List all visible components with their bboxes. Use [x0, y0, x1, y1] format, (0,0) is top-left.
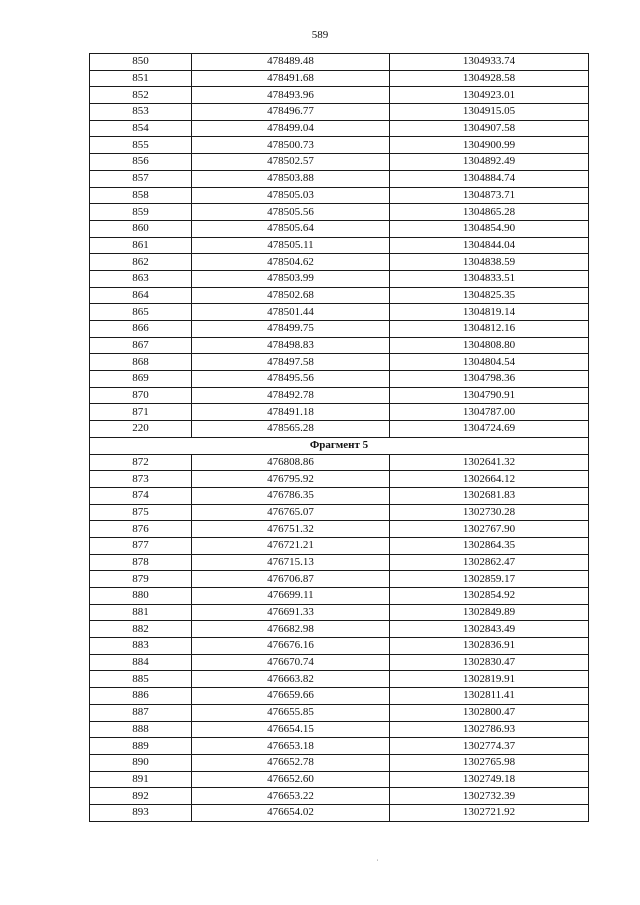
table-row — [90, 771, 589, 788]
y-coordinate-cell: 1302749.18 — [390, 771, 589, 788]
x-coordinate-cell: 478498.83 — [192, 337, 390, 354]
y-coordinate-cell: 1304933.74 — [390, 54, 589, 71]
y-coordinate-cell: 1304900.99 — [390, 137, 589, 154]
point-number-cell: 868 — [90, 354, 192, 371]
y-coordinate-cell: 1302641.32 — [390, 454, 589, 471]
table-row — [90, 170, 589, 187]
y-coordinate-cell: 1304838.59 — [390, 254, 589, 271]
y-coordinate-cell: 1302864.35 — [390, 537, 589, 554]
fragment-header-row — [90, 437, 589, 454]
point-number-cell: 888 — [90, 721, 192, 738]
y-coordinate-cell: 1302849.89 — [390, 604, 589, 621]
point-number-cell: 857 — [90, 170, 192, 187]
table-row — [90, 487, 589, 504]
y-coordinate-cell: 1302786.93 — [390, 721, 589, 738]
x-coordinate-cell: 476691.33 — [192, 604, 390, 621]
y-coordinate-cell: 1304825.35 — [390, 287, 589, 304]
point-number-cell: 867 — [90, 337, 192, 354]
x-coordinate-cell: 478505.56 — [192, 204, 390, 221]
y-coordinate-cell: 1302765.98 — [390, 754, 589, 771]
point-number-cell: 871 — [90, 404, 192, 421]
point-number-cell: 851 — [90, 70, 192, 87]
x-coordinate-cell: 478500.73 — [192, 137, 390, 154]
x-coordinate-cell: 476670.74 — [192, 654, 390, 671]
x-coordinate-cell: 476676.16 — [192, 638, 390, 655]
page-number: 589 — [311, 29, 329, 41]
y-coordinate-cell: 1304724.69 — [390, 421, 589, 438]
table-row — [90, 254, 589, 271]
point-number-cell: 872 — [90, 454, 192, 471]
y-coordinate-cell: 1302800.47 — [390, 704, 589, 721]
point-number-cell: 883 — [90, 638, 192, 655]
table-row — [90, 104, 589, 121]
table-row — [90, 387, 589, 404]
footer-mark: ˙ — [376, 858, 379, 867]
x-coordinate-cell: 478491.18 — [192, 404, 390, 421]
point-number-cell: 858 — [90, 187, 192, 204]
table-row — [90, 371, 589, 388]
x-coordinate-cell: 476808.86 — [192, 454, 390, 471]
x-coordinate-cell: 476682.98 — [192, 621, 390, 638]
x-coordinate-cell: 478502.57 — [192, 154, 390, 171]
table-row — [90, 137, 589, 154]
table-row — [90, 270, 589, 287]
y-coordinate-cell: 1302862.47 — [390, 554, 589, 571]
table-row — [90, 154, 589, 171]
y-coordinate-cell: 1302859.17 — [390, 571, 589, 588]
point-number-cell: 875 — [90, 504, 192, 521]
table-row — [90, 604, 589, 621]
y-coordinate-cell: 1304923.01 — [390, 87, 589, 104]
x-coordinate-cell: 476786.35 — [192, 487, 390, 504]
x-coordinate-cell: 476652.78 — [192, 754, 390, 771]
x-coordinate-cell: 478505.64 — [192, 220, 390, 237]
y-coordinate-cell: 1304884.74 — [390, 170, 589, 187]
table-row — [90, 571, 589, 588]
point-number-cell: 889 — [90, 738, 192, 755]
point-number-cell: 855 — [90, 137, 192, 154]
point-number-cell: 873 — [90, 471, 192, 488]
x-coordinate-cell: 478505.11 — [192, 237, 390, 254]
x-coordinate-cell: 476659.66 — [192, 688, 390, 705]
point-number-cell: 866 — [90, 321, 192, 338]
table-row — [90, 237, 589, 254]
x-coordinate-cell: 478503.99 — [192, 270, 390, 287]
fragment-header-section — [90, 437, 589, 454]
table-row — [90, 54, 589, 71]
x-coordinate-cell: 476654.02 — [192, 804, 390, 821]
table-row — [90, 688, 589, 705]
point-number-cell: 869 — [90, 371, 192, 388]
point-number-cell: 884 — [90, 654, 192, 671]
y-coordinate-cell: 1302767.90 — [390, 521, 589, 538]
point-number-cell: 890 — [90, 754, 192, 771]
table-row — [90, 321, 589, 338]
x-coordinate-cell: 478492.78 — [192, 387, 390, 404]
table-row — [90, 70, 589, 87]
y-coordinate-cell: 1304787.00 — [390, 404, 589, 421]
point-number-cell: 885 — [90, 671, 192, 688]
x-coordinate-cell: 478497.58 — [192, 354, 390, 371]
point-number-cell: 879 — [90, 571, 192, 588]
x-coordinate-cell: 476765.07 — [192, 504, 390, 521]
x-coordinate-cell: 478495.56 — [192, 371, 390, 388]
x-coordinate-cell: 478499.04 — [192, 120, 390, 137]
table-row — [90, 187, 589, 204]
point-number-cell: 878 — [90, 554, 192, 571]
y-coordinate-cell: 1302819.91 — [390, 671, 589, 688]
y-coordinate-cell: 1302830.47 — [390, 654, 589, 671]
x-coordinate-cell: 476721.21 — [192, 537, 390, 554]
table-body-after — [90, 454, 589, 821]
point-number-cell: 862 — [90, 254, 192, 271]
x-coordinate-cell: 478489.48 — [192, 54, 390, 71]
table-row — [90, 537, 589, 554]
x-coordinate-cell: 476653.22 — [192, 788, 390, 805]
table-row — [90, 304, 589, 321]
x-coordinate-cell: 476653.18 — [192, 738, 390, 755]
point-number-cell: 859 — [90, 204, 192, 221]
point-number-cell: 877 — [90, 537, 192, 554]
x-coordinate-cell: 478565.28 — [192, 421, 390, 438]
table-row — [90, 804, 589, 821]
table-row — [90, 588, 589, 605]
y-coordinate-cell: 1304798.36 — [390, 371, 589, 388]
y-coordinate-cell: 1302836.91 — [390, 638, 589, 655]
y-coordinate-cell: 1302721.92 — [390, 804, 589, 821]
coordinates-table — [89, 53, 589, 822]
table-body-before — [90, 54, 589, 438]
table-row — [90, 521, 589, 538]
table-row — [90, 621, 589, 638]
y-coordinate-cell: 1304892.49 — [390, 154, 589, 171]
y-coordinate-cell: 1302730.28 — [390, 504, 589, 521]
table-row — [90, 671, 589, 688]
table-row — [90, 220, 589, 237]
point-number-cell: 870 — [90, 387, 192, 404]
point-number-cell: 852 — [90, 87, 192, 104]
point-number-cell: 864 — [90, 287, 192, 304]
y-coordinate-cell: 1304873.71 — [390, 187, 589, 204]
table-row — [90, 120, 589, 137]
table-row — [90, 504, 589, 521]
y-coordinate-cell: 1304844.04 — [390, 237, 589, 254]
point-number-cell: 861 — [90, 237, 192, 254]
y-coordinate-cell: 1302854.92 — [390, 588, 589, 605]
table-row — [90, 404, 589, 421]
point-number-cell: 860 — [90, 220, 192, 237]
x-coordinate-cell: 478491.68 — [192, 70, 390, 87]
point-number-cell: 893 — [90, 804, 192, 821]
point-number-cell: 892 — [90, 788, 192, 805]
table-row — [90, 204, 589, 221]
table-row — [90, 638, 589, 655]
y-coordinate-cell: 1302843.49 — [390, 621, 589, 638]
x-coordinate-cell: 476654.15 — [192, 721, 390, 738]
y-coordinate-cell: 1302681.83 — [390, 487, 589, 504]
table-row — [90, 654, 589, 671]
table-row — [90, 421, 589, 438]
x-coordinate-cell: 478499.75 — [192, 321, 390, 338]
point-number-cell: 874 — [90, 487, 192, 504]
point-number-cell: 856 — [90, 154, 192, 171]
x-coordinate-cell: 478503.88 — [192, 170, 390, 187]
y-coordinate-cell: 1304915.05 — [390, 104, 589, 121]
point-number-cell: 853 — [90, 104, 192, 121]
table-row — [90, 554, 589, 571]
table-row — [90, 337, 589, 354]
x-coordinate-cell: 478493.96 — [192, 87, 390, 104]
x-coordinate-cell: 476663.82 — [192, 671, 390, 688]
y-coordinate-cell: 1304928.58 — [390, 70, 589, 87]
y-coordinate-cell: 1302664.12 — [390, 471, 589, 488]
table-row — [90, 87, 589, 104]
point-number-cell: 882 — [90, 621, 192, 638]
y-coordinate-cell: 1302774.37 — [390, 738, 589, 755]
x-coordinate-cell: 476652.60 — [192, 771, 390, 788]
table-row — [90, 704, 589, 721]
x-coordinate-cell: 478505.03 — [192, 187, 390, 204]
table-row — [90, 454, 589, 471]
point-number-cell: 881 — [90, 604, 192, 621]
x-coordinate-cell: 476751.32 — [192, 521, 390, 538]
y-coordinate-cell: 1304819.14 — [390, 304, 589, 321]
point-number-cell: 887 — [90, 704, 192, 721]
x-coordinate-cell: 478501.44 — [192, 304, 390, 321]
x-coordinate-cell: 476715.13 — [192, 554, 390, 571]
point-number-cell: 854 — [90, 120, 192, 137]
y-coordinate-cell: 1302732.39 — [390, 788, 589, 805]
point-number-cell: 220 — [90, 421, 192, 438]
y-coordinate-cell: 1304808.80 — [390, 337, 589, 354]
x-coordinate-cell: 476795.92 — [192, 471, 390, 488]
table-row — [90, 738, 589, 755]
point-number-cell: 850 — [90, 54, 192, 71]
y-coordinate-cell: 1304790.91 — [390, 387, 589, 404]
point-number-cell: 891 — [90, 771, 192, 788]
x-coordinate-cell: 476655.85 — [192, 704, 390, 721]
y-coordinate-cell: 1304865.28 — [390, 204, 589, 221]
y-coordinate-cell: 1302811.41 — [390, 688, 589, 705]
point-number-cell: 886 — [90, 688, 192, 705]
table-row — [90, 354, 589, 371]
y-coordinate-cell: 1304833.51 — [390, 270, 589, 287]
point-number-cell: 865 — [90, 304, 192, 321]
x-coordinate-cell: 478496.77 — [192, 104, 390, 121]
table-row — [90, 754, 589, 771]
point-number-cell: 863 — [90, 270, 192, 287]
table-row — [90, 788, 589, 805]
y-coordinate-cell: 1304907.58 — [390, 120, 589, 137]
fragment-label: Фрагмент 5 — [90, 437, 589, 454]
x-coordinate-cell: 478504.62 — [192, 254, 390, 271]
x-coordinate-cell: 478502.68 — [192, 287, 390, 304]
point-number-cell: 876 — [90, 521, 192, 538]
table-row — [90, 471, 589, 488]
x-coordinate-cell: 476706.87 — [192, 571, 390, 588]
table-row — [90, 721, 589, 738]
y-coordinate-cell: 1304812.16 — [390, 321, 589, 338]
y-coordinate-cell: 1304854.90 — [390, 220, 589, 237]
point-number-cell: 880 — [90, 588, 192, 605]
x-coordinate-cell: 476699.11 — [192, 588, 390, 605]
table-row — [90, 287, 589, 304]
y-coordinate-cell: 1304804.54 — [390, 354, 589, 371]
